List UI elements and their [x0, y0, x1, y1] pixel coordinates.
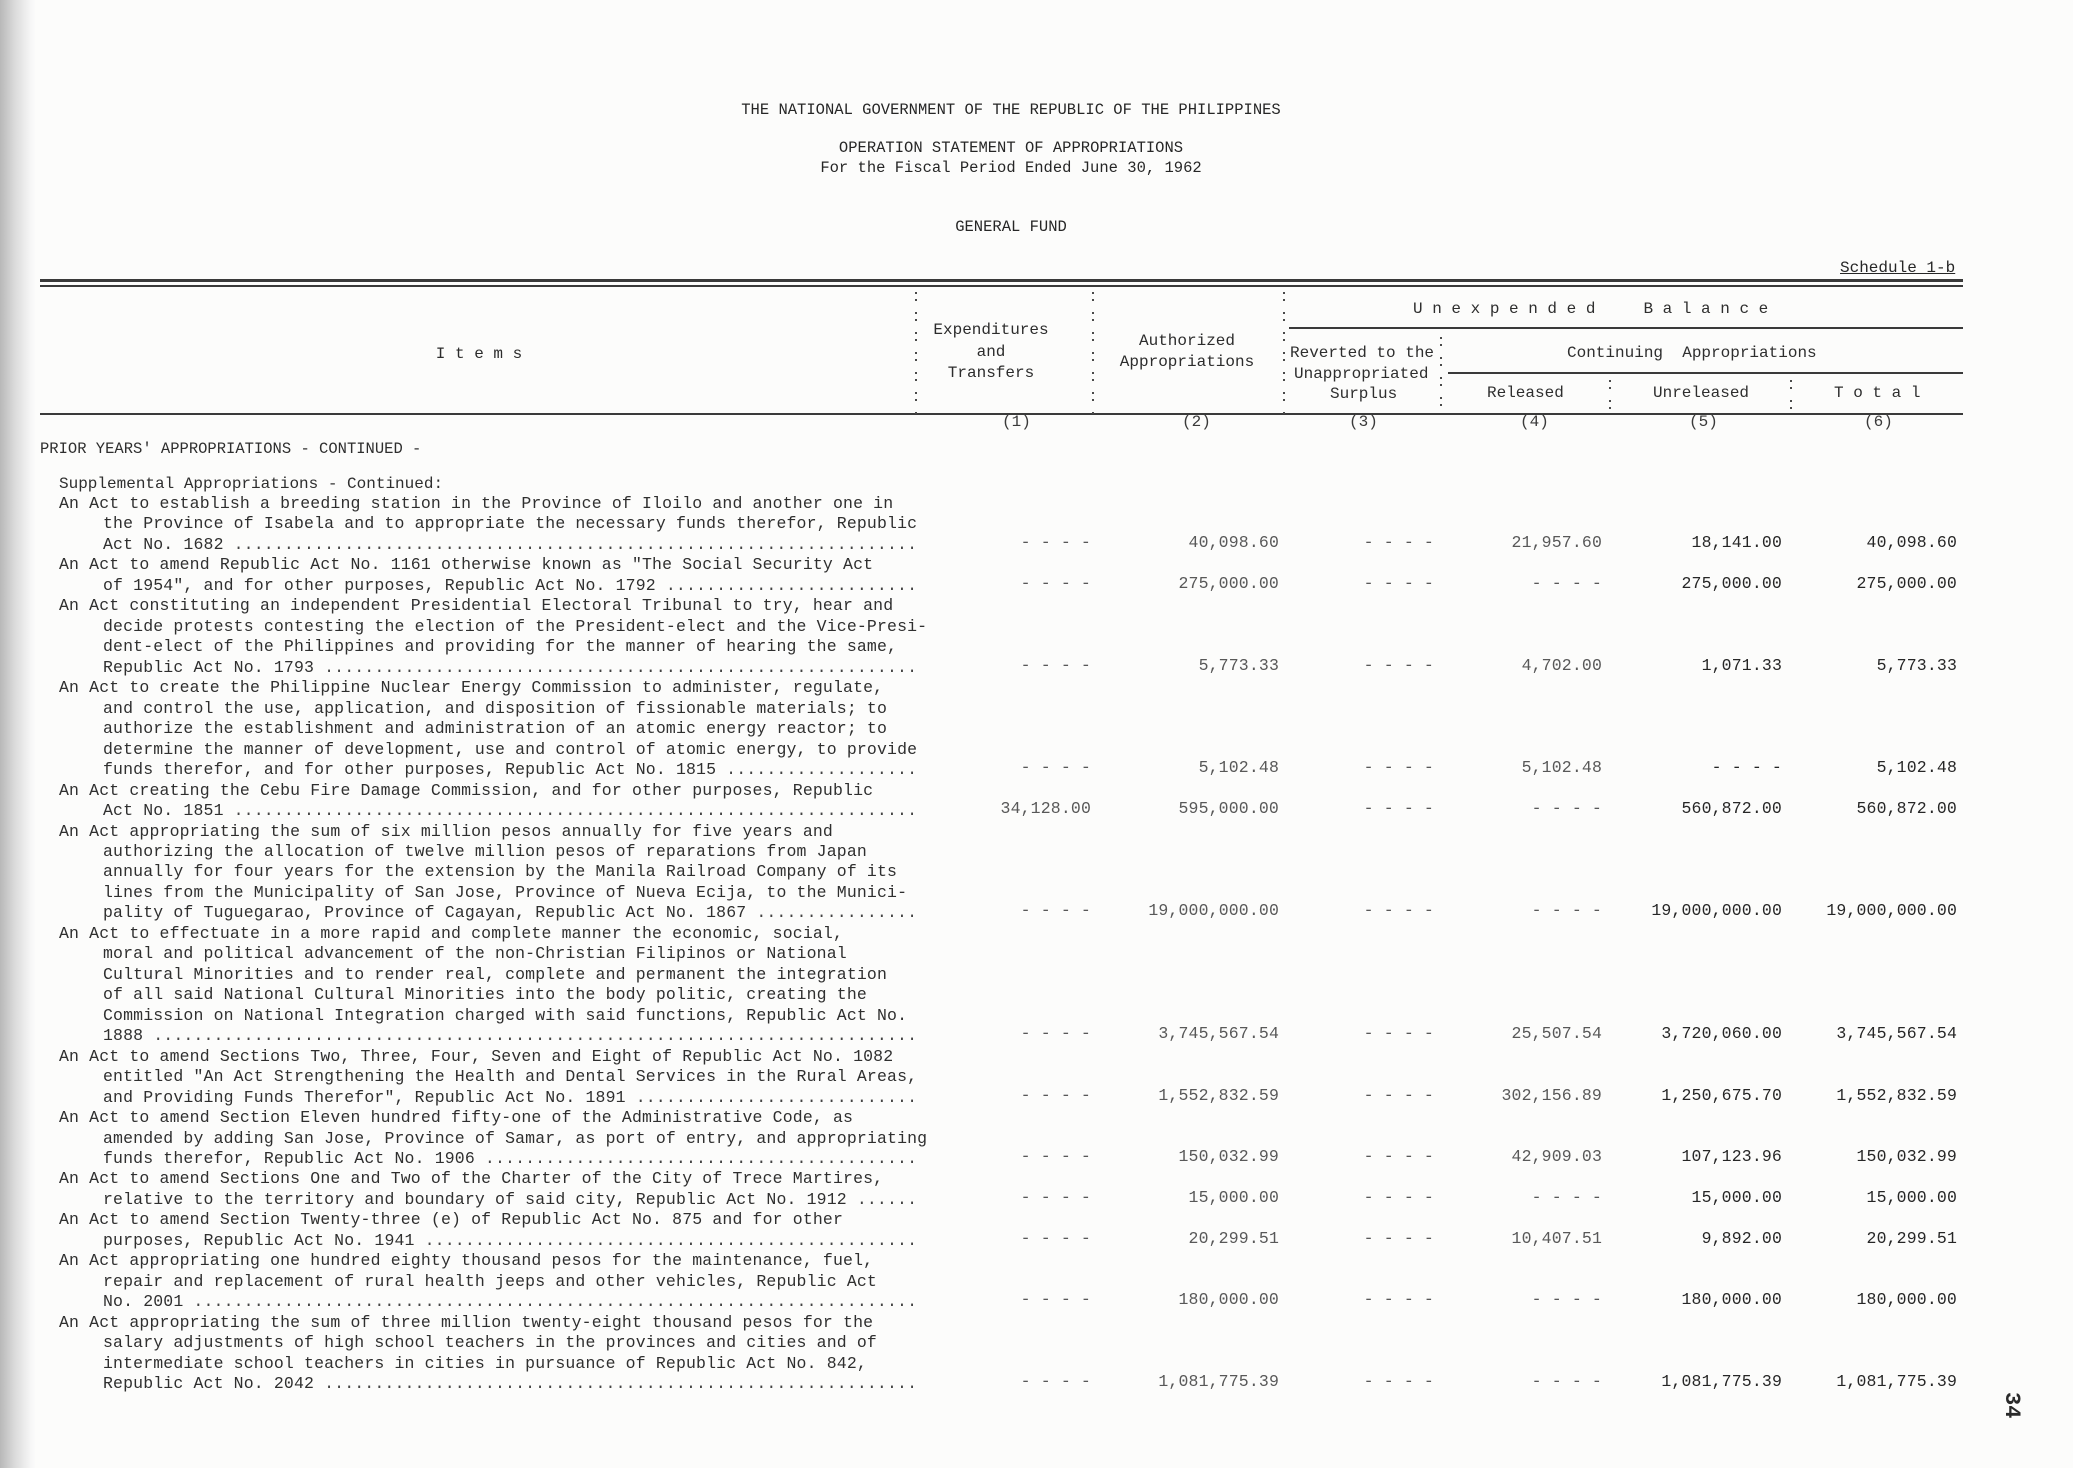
statement-title: OPERATION STATEMENT OF APPROPRIATIONS: [838, 139, 1184, 157]
item-line-text: pality of Tuguegarao, Province of Cagayan, Republic Act No. 1867: [103, 903, 747, 923]
item-line: [0, 719, 916, 739]
items-header: I t e m s: [435, 345, 523, 363]
top-rule: [40, 279, 1963, 282]
item-line-text: determine the manner of development, use and control of atomic energy, to provide: [103, 739, 918, 759]
item-line-text: authorize the establishment and administration of an atomic energy reactor; to: [103, 719, 888, 739]
item-line: [0, 1169, 916, 1189]
item-line: [0, 1374, 916, 1394]
item-line-text: An Act to create the Philippine Nuclear Energy Commission to administer, regulate,: [59, 678, 884, 698]
value-col-3: - - - -: [1363, 901, 1434, 921]
value-col-3: - - - -: [1363, 1290, 1434, 1310]
value-col-5: 1,250,675.70: [1661, 1085, 1782, 1105]
item-line-text: Republic Act No. 2042: [103, 1374, 315, 1394]
item-line-text: relative to the territory and boundary of said city, Republic Act No. 1912: [103, 1189, 847, 1209]
item-line-text: An Act appropriating the sum of three million twenty-eight thousand pesos for the: [59, 1312, 874, 1332]
column-number: (2): [1182, 413, 1211, 431]
value-col-2: 1,081,775.39: [1158, 1372, 1279, 1392]
item-line-text: of 1954", and for other purposes, Republic Act No. 1792: [103, 575, 656, 595]
item-line-text: salary adjustments of high school teachers in the provinces and cities and of: [103, 1333, 877, 1353]
value-col-3: - - - -: [1363, 1147, 1434, 1166]
item-line: [0, 1108, 916, 1128]
item-line-text: Act No. 1851: [103, 801, 224, 821]
item-line-text: amended by adding San Jose, Province of Samar, as port of entry, and appropriating: [103, 1128, 928, 1148]
item-line: [0, 1354, 916, 1374]
value-col-2: 275,000.00: [1178, 573, 1279, 593]
value-col-5: 18,141.00: [1691, 532, 1782, 552]
table-row: [0, 678, 2073, 780]
table-row: [0, 1169, 2073, 1210]
item-line-text: An Act to amend Republic Act No. 1161 otherwise known as "The Social Security Act: [59, 555, 874, 575]
dot-leader: [234, 535, 916, 555]
dot-leader: [193, 1292, 916, 1312]
table-row: [0, 1108, 2073, 1169]
item-line: [0, 1333, 916, 1353]
dot-leader: [153, 1026, 916, 1046]
value-col-4: - - - -: [1531, 901, 1602, 921]
value-col-4: 4,702.00: [1521, 655, 1602, 675]
value-col-3: - - - -: [1363, 1024, 1434, 1044]
value-col-6: 1,552,832.59: [1836, 1085, 1957, 1105]
column-number: (3): [1349, 413, 1378, 431]
value-col-6: 3,745,567.54: [1836, 1024, 1957, 1044]
column-number: (6): [1864, 413, 1893, 431]
page-number: 34: [1999, 1392, 2024, 1419]
column-number: (4): [1520, 413, 1549, 431]
table-row: [0, 1313, 2073, 1395]
item-line-text: An Act appropriating the sum of six million pesos annually for five years and: [59, 821, 833, 841]
column-separator: [1790, 380, 1792, 414]
item-line-text: No. 2001: [103, 1292, 184, 1312]
value-col-6: 150,032.99: [1856, 1147, 1957, 1166]
item-line: [0, 1272, 916, 1292]
item-line-text: dent-elect of the Philippines and providing for the manner of hearing the same,: [103, 637, 898, 657]
item-line: [0, 494, 916, 514]
item-line: [0, 924, 916, 944]
item-line: [0, 965, 916, 985]
item-line-text: An Act to amend Section Eleven hundred fifty-one of the Administrative Code, as: [59, 1108, 854, 1128]
schedule-label: Schedule 1-b: [1840, 259, 1956, 277]
value-col-1: - - - -: [1020, 1187, 1091, 1207]
item-line-text: the Province of Isabela and to appropriate the necessary funds therefor, Republic: [103, 514, 918, 534]
value-col-5: 560,872.00: [1681, 799, 1782, 819]
item-line-text: lines from the Municipality of San Jose, Province of Nueva Ecija, to the Munici-: [103, 882, 908, 902]
reverted-header: Surplus: [1330, 385, 1398, 403]
value-col-6: 5,773.33: [1876, 655, 1957, 675]
item-line: [0, 555, 916, 575]
continuing-rule: [1448, 372, 1963, 374]
item-line: [0, 883, 916, 903]
authorized-header: Authorized: [1138, 332, 1235, 350]
item-line: [0, 1047, 916, 1067]
authorized-header: Appropriations: [1119, 353, 1255, 371]
value-col-4: - - - -: [1531, 1290, 1602, 1310]
value-col-3: - - - -: [1363, 655, 1434, 675]
government-title: THE NATIONAL GOVERNMENT OF THE REPUBLIC OF THE PHILIPPINES: [741, 101, 1281, 119]
dot-leader: [324, 658, 916, 678]
item-line-text: An Act appropriating one hundred eighty thousand pesos for the maintenance, fuel,: [59, 1251, 874, 1271]
subsection-heading: Supplemental Appropriations - Continued:: [59, 475, 444, 493]
item-line-text: intermediate school teachers in cities in pursuance of Republic Act No. 842,: [103, 1353, 867, 1373]
item-line-text: purposes, Republic Act No. 1941: [103, 1230, 415, 1250]
value-col-5: 19,000,000.00: [1651, 901, 1782, 921]
fiscal-period: For the Fiscal Period Ended June 30, 1962: [820, 159, 1202, 177]
value-col-6: 1,081,775.39: [1836, 1372, 1957, 1392]
value-col-1: - - - -: [1020, 573, 1091, 593]
released-header: Released: [1487, 384, 1564, 402]
item-line-text: decide protests contesting the election of the President-elect and the Vice-Presi-: [103, 616, 928, 636]
item-line-text: entitled "An Act Strengthening the Health and Dental Services in the Rural Areas,: [103, 1067, 918, 1087]
item-line-text: repair and replacement of rural health jeeps and other vehicles, Republic Act: [103, 1271, 877, 1291]
value-col-2: 5,102.48: [1198, 758, 1279, 778]
value-col-4: 302,156.89: [1501, 1085, 1602, 1105]
item-line-text: moral and political advancement of the non-Christian Filipinos or National: [103, 944, 847, 964]
value-col-1: - - - -: [1020, 1372, 1091, 1392]
table-row: [0, 822, 2073, 924]
item-line-text: and control the use, application, and disposition of fissionable materials; to: [103, 698, 888, 718]
item-line: [0, 1292, 916, 1312]
value-col-6: 560,872.00: [1856, 799, 1957, 819]
value-col-5: 180,000.00: [1681, 1290, 1782, 1310]
value-col-4: 10,407.51: [1511, 1228, 1602, 1248]
value-col-4: - - - -: [1531, 799, 1602, 819]
item-line: [0, 637, 916, 657]
item-line: [0, 678, 916, 698]
total-header: T o t a l: [1834, 384, 1921, 402]
table-row: [0, 494, 2073, 555]
item-line-text: Cultural Minorities and to render real, complete and permanent the integration: [103, 964, 888, 984]
value-col-2: 20,299.51: [1188, 1228, 1279, 1248]
value-col-4: - - - -: [1531, 1187, 1602, 1207]
table-row: [0, 555, 2073, 596]
dot-leader: [485, 1149, 916, 1169]
item-line: [0, 535, 916, 555]
item-line-text: authorizing the allocation of twelve million pesos of reparations from Japan: [103, 841, 867, 861]
value-col-4: 5,102.48: [1521, 758, 1602, 778]
column-separator: [1609, 380, 1611, 414]
item-line: [0, 944, 916, 964]
item-line-text: An Act to effectuate in a more rapid and complete manner the economic, social,: [59, 923, 844, 943]
value-col-1: - - - -: [1020, 1228, 1091, 1248]
item-line: [0, 1088, 916, 1108]
dot-leader: [425, 1231, 916, 1251]
item-line-text: funds therefor, Republic Act No. 1906: [103, 1149, 475, 1168]
table-row: [0, 1210, 2073, 1251]
value-col-6: 40,098.60: [1866, 532, 1957, 552]
reverted-header: Reverted to the: [1290, 344, 1435, 362]
value-col-6: 275,000.00: [1856, 573, 1957, 593]
value-col-4: 21,957.60: [1511, 532, 1602, 552]
item-line: [0, 1231, 916, 1251]
item-line-text: Commission on National Integration charged with said functions, Republic Act No.: [103, 1005, 908, 1025]
value-col-3: - - - -: [1363, 1085, 1434, 1105]
value-col-6: 20,299.51: [1866, 1228, 1957, 1248]
value-col-5: 9,892.00: [1701, 1228, 1782, 1248]
item-line-text: funds therefor, and for other purposes, Republic Act No. 1815: [103, 760, 717, 780]
item-line: [0, 616, 928, 637]
column-separator: [1440, 337, 1442, 413]
value-col-3: - - - -: [1363, 532, 1434, 552]
section-heading: PRIOR YEARS' APPROPRIATIONS - CONTINUED -: [40, 440, 422, 458]
value-col-5: 275,000.00: [1681, 573, 1782, 593]
item-line: [0, 903, 916, 923]
value-col-5: 3,720,060.00: [1661, 1024, 1782, 1044]
value-col-5: 15,000.00: [1691, 1187, 1782, 1207]
item-line: [0, 1149, 916, 1169]
value-col-4: 25,507.54: [1511, 1024, 1602, 1044]
value-col-2: 40,098.60: [1188, 532, 1279, 552]
expenditures-header: and: [976, 343, 1006, 361]
value-col-2: 150,032.99: [1178, 1147, 1279, 1166]
value-col-6: 5,102.48: [1876, 758, 1957, 778]
value-col-6: 19,000,000.00: [1826, 901, 1957, 921]
value-col-3: - - - -: [1363, 1187, 1434, 1207]
item-line-text: An Act to amend Sections One and Two of the Charter of the City of Trece Martires,: [59, 1169, 884, 1189]
item-line: [0, 1313, 916, 1333]
item-line: [0, 862, 916, 882]
table-row: [0, 1047, 2073, 1108]
dot-leader: [324, 1374, 916, 1394]
item-line: [0, 985, 916, 1005]
value-col-4: - - - -: [1531, 1372, 1602, 1392]
value-col-5: - - - -: [1711, 758, 1782, 778]
value-col-4: 42,909.03: [1511, 1147, 1602, 1166]
value-col-1: - - - -: [1020, 1290, 1091, 1310]
fund-title: GENERAL FUND: [955, 218, 1067, 236]
value-col-5: 1,081,775.39: [1661, 1372, 1782, 1392]
item-line-text: An Act to establish a breeding station in the Province of Iloilo and another one in: [59, 494, 894, 513]
table-row: [0, 781, 2073, 822]
item-line: [0, 822, 916, 842]
unreleased-header: Unreleased: [1653, 384, 1750, 402]
value-col-2: 15,000.00: [1188, 1187, 1279, 1207]
value-col-3: - - - -: [1363, 758, 1434, 778]
item-line-text: An Act constituting an independent Presidential Electoral Tribunal to try, hear and: [59, 596, 894, 616]
item-line-text: 1888: [103, 1026, 144, 1046]
value-col-2: 3,745,567.54: [1158, 1024, 1279, 1044]
value-col-1: - - - -: [1020, 1085, 1091, 1105]
item-line-text: Act No. 1682: [103, 534, 224, 554]
expenditures-header: Transfers: [947, 364, 1035, 382]
value-col-1: - - - -: [1020, 1024, 1091, 1044]
value-col-4: - - - -: [1531, 573, 1602, 593]
value-col-2: 1,552,832.59: [1158, 1085, 1279, 1105]
item-line: [0, 1128, 928, 1149]
item-line: [0, 1067, 916, 1087]
item-line: [0, 596, 916, 616]
table-row: [0, 596, 2073, 678]
reverted-header: Unappropriated: [1294, 365, 1429, 383]
item-line: [0, 1251, 916, 1271]
expenditures-header: Expenditures: [933, 321, 1049, 339]
value-col-5: 1,071.33: [1701, 655, 1782, 675]
value-col-3: - - - -: [1363, 573, 1434, 593]
value-col-6: 180,000.00: [1856, 1290, 1957, 1310]
value-col-2: 180,000.00: [1178, 1290, 1279, 1310]
item-line: [0, 576, 916, 596]
item-line-text: An Act to amend Section Twenty-three (e) of Republic Act No. 875 and for other: [59, 1210, 844, 1230]
dot-leader: [234, 801, 916, 821]
item-line-text: annually for four years for the extension by the Manila Railroad Company of its: [103, 862, 898, 882]
item-line: [0, 760, 916, 780]
column-number: (1): [1002, 413, 1031, 431]
value-col-3: - - - -: [1363, 1372, 1434, 1392]
value-col-2: 19,000,000.00: [1148, 901, 1279, 921]
unexpended-balance-header: U n e x p e n d e d B a l a n c e: [1413, 300, 1769, 318]
unexpended-rule: [1289, 327, 1963, 329]
value-col-1: 34,128.00: [1000, 799, 1091, 819]
value-col-1: - - - -: [1020, 758, 1091, 778]
item-line-text: of all said National Cultural Minorities into the body politic, creating the: [103, 985, 867, 1005]
value-col-1: - - - -: [1020, 532, 1091, 552]
item-line-text: and Providing Funds Therefor", Republic Act No. 1891: [103, 1087, 626, 1107]
item-line: [0, 1006, 916, 1026]
item-line: [0, 842, 916, 862]
continuing-appropriations-header: Continuing Appropriations: [1567, 344, 1817, 362]
item-line-text: Republic Act No. 1793: [103, 657, 315, 677]
item-line: [0, 740, 916, 760]
item-line: [0, 658, 916, 678]
value-col-2: 595,000.00: [1178, 799, 1279, 819]
value-col-5: 107,123.96: [1681, 1147, 1782, 1166]
value-col-3: - - - -: [1363, 799, 1434, 819]
item-line: [0, 1026, 916, 1046]
table-row: [0, 924, 2073, 1047]
top-rule-second: [40, 285, 1963, 287]
item-line: [0, 781, 916, 801]
value-col-1: - - - -: [1020, 1147, 1091, 1166]
item-line: [0, 1210, 916, 1230]
value-col-1: - - - -: [1020, 901, 1091, 921]
item-line: [0, 699, 916, 719]
item-line: [0, 801, 916, 821]
table-row: [0, 1251, 2073, 1312]
value-col-2: 5,773.33: [1198, 655, 1279, 675]
column-number: (5): [1689, 413, 1718, 431]
value-col-3: - - - -: [1363, 1228, 1434, 1248]
value-col-6: 15,000.00: [1866, 1187, 1957, 1207]
item-line: [0, 514, 916, 534]
appropriations-table-body: [0, 494, 2073, 1395]
item-line: [0, 1190, 916, 1210]
item-line-text: An Act to amend Sections Two, Three, Four, Seven and Eight of Republic Act No. 1082: [59, 1046, 894, 1066]
value-col-1: - - - -: [1020, 655, 1091, 675]
item-line-text: An Act creating the Cebu Fire Damage Commission, and for other purposes, Republic: [59, 780, 874, 800]
